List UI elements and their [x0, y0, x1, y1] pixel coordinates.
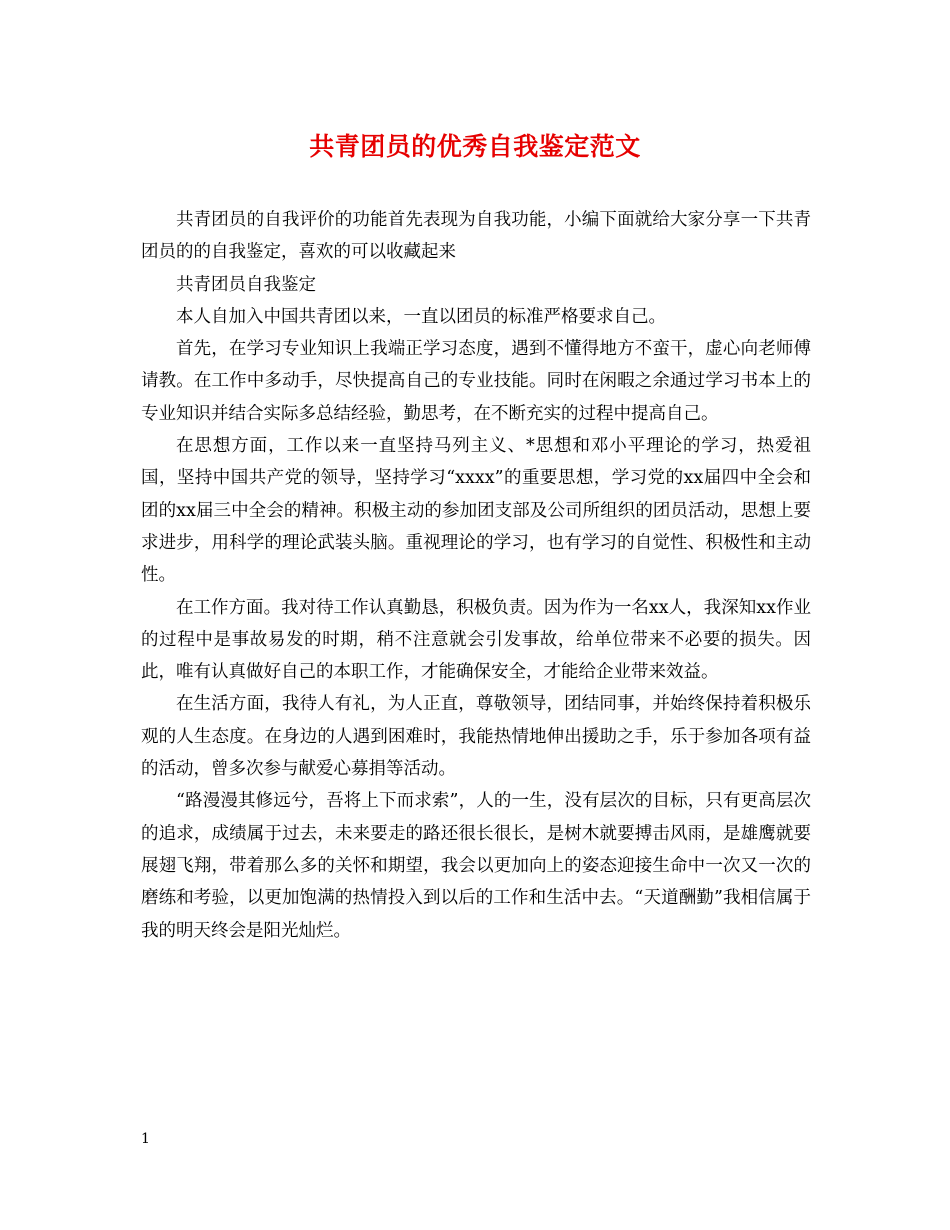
paragraph-thought: 在思想方面，工作以来一直坚持马列主义、*思想和邓小平理论的学习，热爱祖国，坚持中国共产党的领导，坚持学习“xxxx”的重要思想，学习党的xx届四中全会和团的xx届三中全会的精神。积极主动的参加团支部及公司所组织的团员活动，思想上要求进步，用科学的理论武装头脑。重视理论的学习，也有学习的自觉性、积极性和主动性。 — [141, 436, 811, 586]
page-number: 1 — [141, 1131, 150, 1147]
paragraph-work: 在工作方面。我对待工作认真勤恳，积极负责。因为作为一名xx人，我深知xx作业的过程中是事故易发的时期，稍不注意就会引发事故，给单位带来不必要的损失。因此，唯有认真做好自己的本职工作，才能确保安全，才能给企业带来效益。 — [141, 597, 811, 683]
paragraph-closing: “路漫漫其修远兮，吾将上下而求索”，人的一生，没有层次的目标，只有更高层次的追求，成绩属于过去，未来要走的路还很长很长，是树木就要搏击风雨，是雄鹰就要展翅飞翔，带着那么多的关怀和期望，我会以更加向上的姿态迎接生命中一次又一次的磨练和考验，以更加饱满的热情投入到以后的工作和生活中去。“天道酬勤”我相信属于我的明天终会是阳光灿烂。 — [141, 791, 811, 941]
paragraph-study: 首先，在学习专业知识上我端正学习态度，遇到不懂得地方不蛮干，虚心向老师傅请教。在工作中多动手，尽快提高自己的专业技能。同时在闲暇之余通过学习书本上的专业知识并结合实际多总结经验，勤思考，在不断充实的过程中提高自己。 — [141, 339, 811, 424]
paragraph-life: 在生活方面，我待人有礼，为人正直，尊敬领导，团结同事，并始终保持着积极乐观的人生态度。在身边的人遇到困难时，我能热情地伸出援助之手，乐于参加各项有益的活动，曾多次参与献爱心募捐等活动。 — [141, 694, 811, 780]
document-title: 共青团员的优秀自我鉴定范文 — [309, 132, 641, 161]
document-body — [141, 204, 811, 947]
paragraph-opening: 本人自加入中国共青团以来，一直以团员的标准严格要求自己。 — [176, 306, 666, 327]
paragraph-intro: 共青团员的自我评价的功能首先表现为自我功能，小编下面就给大家分享一下共青团员的的自我鉴定，喜欢的可以收藏起来 — [141, 210, 811, 263]
paragraph-heading: 共青团员自我鉴定 — [176, 274, 316, 295]
